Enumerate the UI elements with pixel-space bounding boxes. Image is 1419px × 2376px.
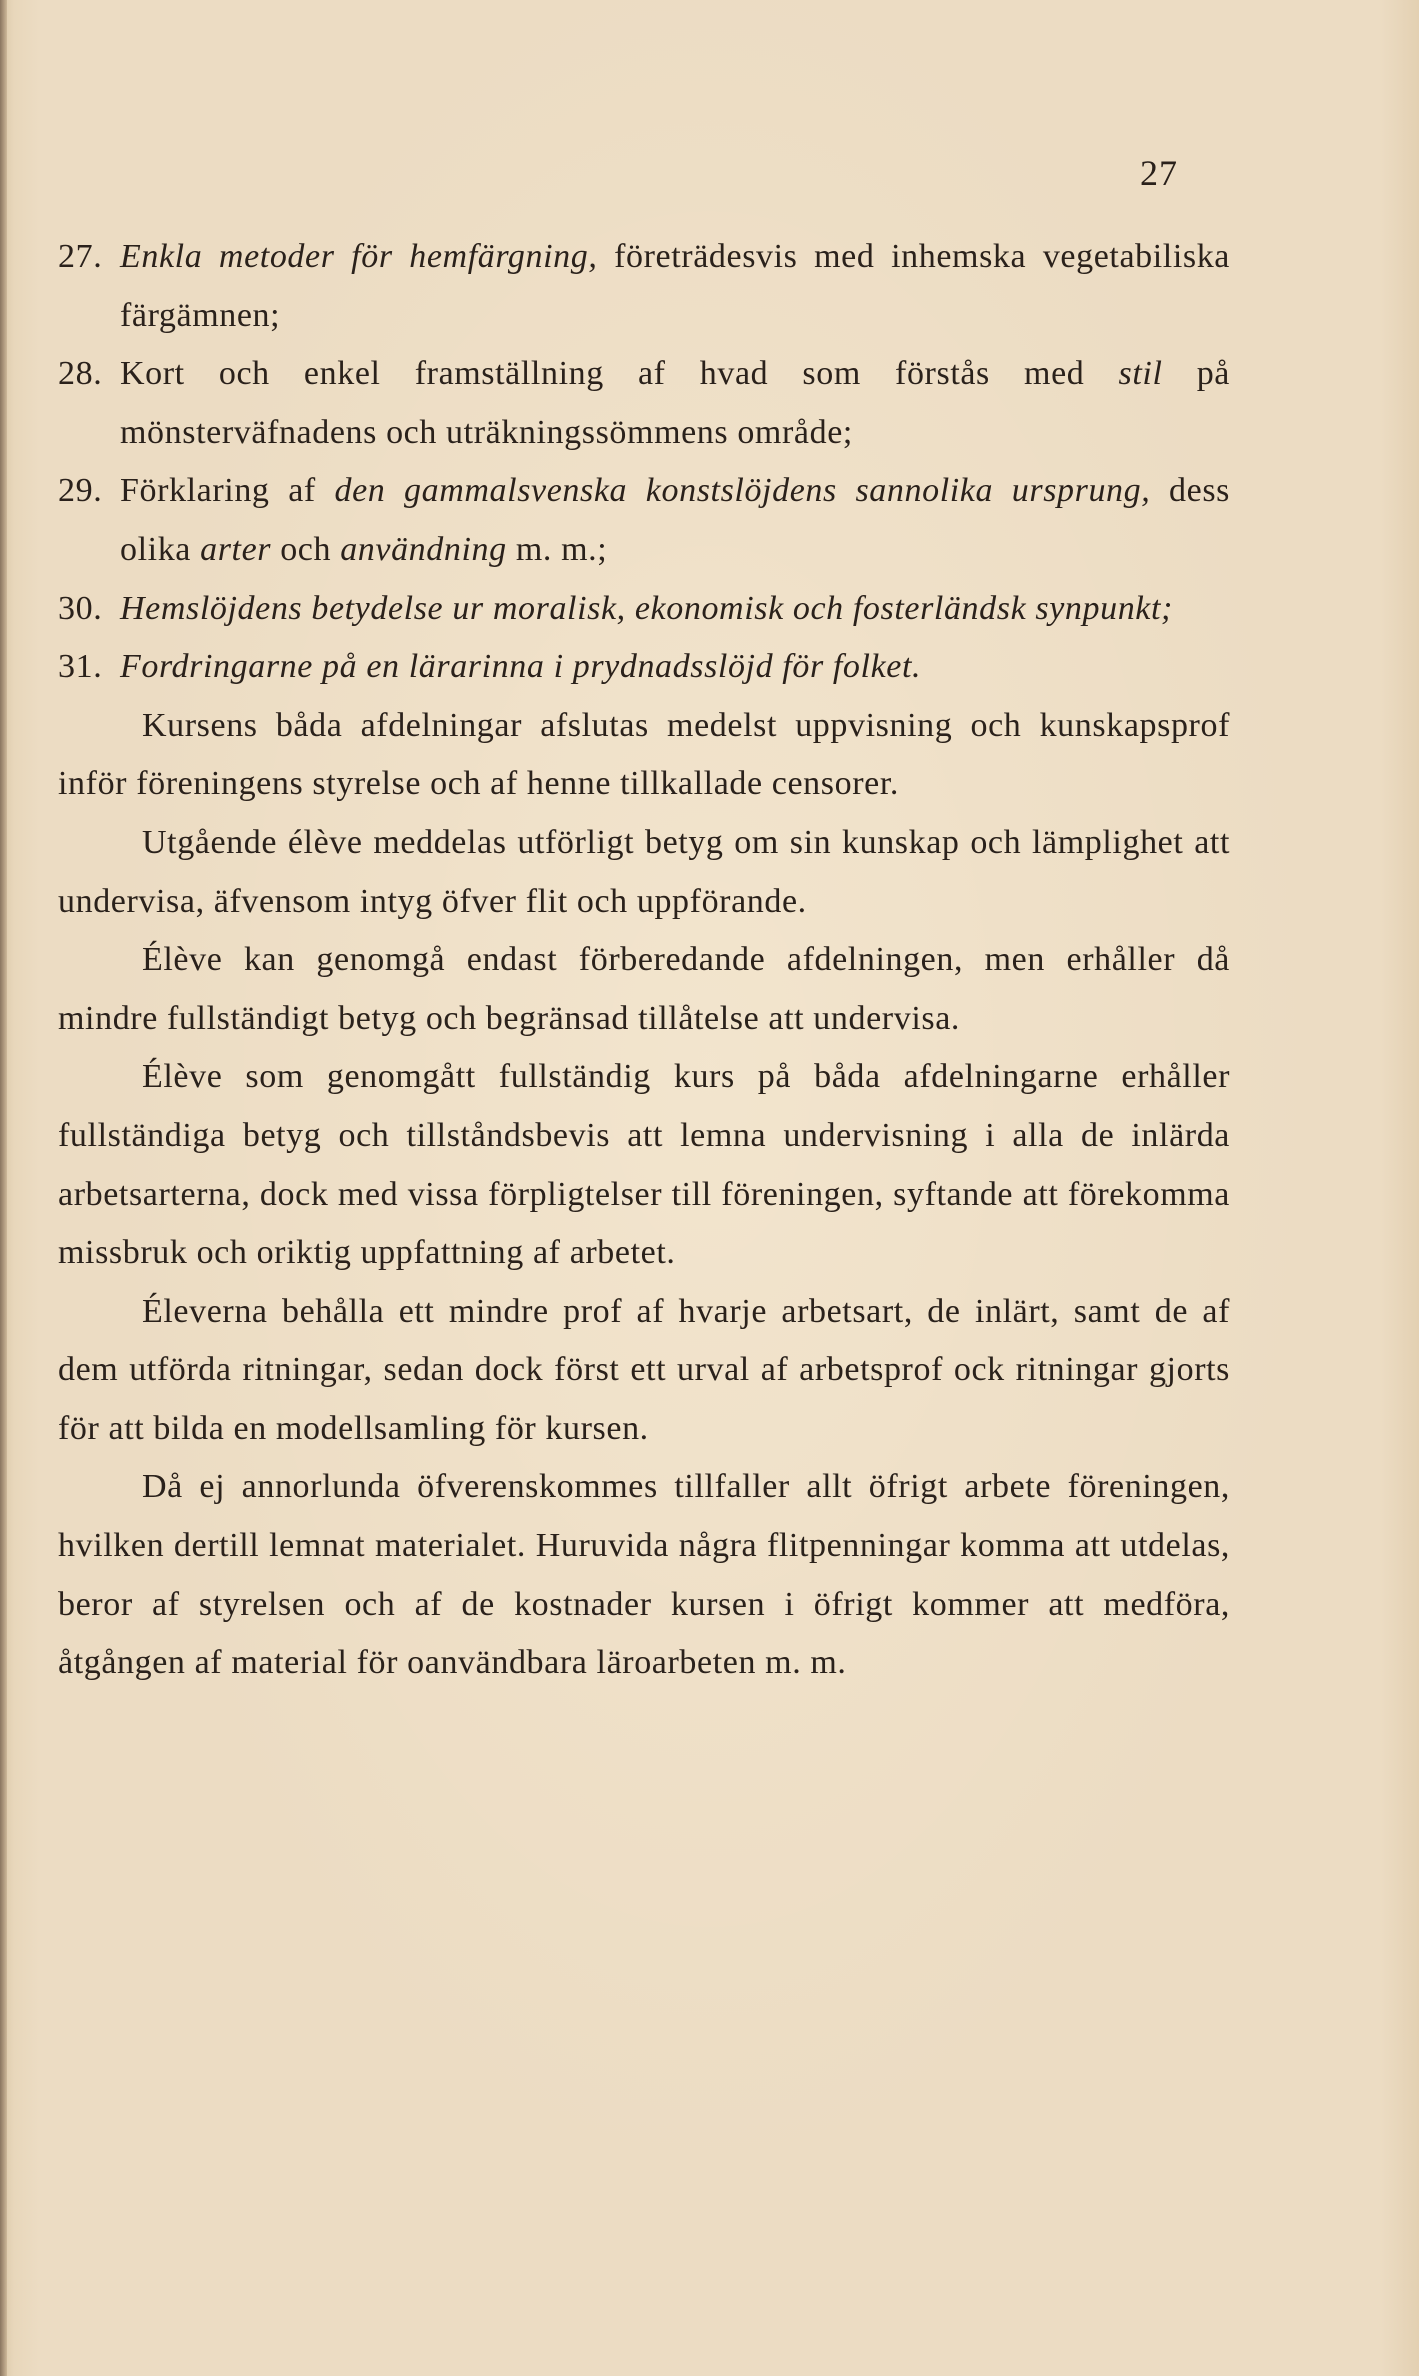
page-number: 27 — [1140, 153, 1178, 193]
paragraph: Élève kan genomgå endast förberedande afdelningen, men erhåller då mindre fullständigt betyg och begränsad tillåtelse att undervisa. — [58, 941, 1230, 1037]
item-emphasis: stil — [1118, 355, 1163, 393]
list-item — [58, 345, 1230, 462]
item-text: Kort och enkel framställning af hvad som förstås med — [120, 355, 1119, 393]
item-text: Förklaring af — [120, 472, 335, 510]
paragraph: Kursens båda afdelningar afslutas medelst uppvisning och kunskapsprof inför föreningens styrelse och af henne tillkallade censorer. — [58, 706, 1230, 803]
item-emphasis: Hemslöjdens betydelse ur moralisk, ekonomisk och fosterländsk synpunkt; — [120, 589, 1173, 627]
page-body — [58, 228, 1230, 1693]
item-text: företrädesvis med inhemska vegetabiliska färgämnen; — [120, 238, 1230, 334]
item-emphasis: den gammalsvenska konstslöjdens sannolika ursprung, — [334, 472, 1151, 510]
list-item — [58, 462, 1230, 579]
item-emphasis: Fordringarne på en lärarinna i prydnadsslöjd för folket. — [120, 648, 922, 686]
item-emphasis: Enkla metoder för hemfärgning, — [120, 238, 598, 275]
item-number: 29. — [58, 472, 103, 510]
item-number: 27. — [58, 238, 103, 275]
list-item — [58, 580, 1230, 639]
paragraph: Élève som genomgått fullständig kurs på båda afdelningarne erhåller fullständiga betyg och tillståndsbevis att lemna undervisning i alla de inlärda arbetsarterna, dock med vissa förpligtelser till föreningen, syftande att förekomma missbruk och oriktig uppfattning af arbetet. — [58, 1058, 1230, 1272]
item-emphasis: arter — [200, 530, 272, 568]
item-text: och — [271, 530, 341, 568]
item-number: 28. — [58, 355, 103, 393]
paragraph: Utgående élève meddelas utförligt betyg om sin kunskap och lämplighet att undervisa, äfvensom intyg öfver flit och uppförande. — [58, 823, 1230, 920]
item-number: 31. — [58, 648, 103, 686]
item-text: på mönsterväfnadens och uträkningssömmens område; — [120, 355, 1230, 451]
item-text: dess olika — [120, 472, 1230, 568]
paragraph: Éleverna behålla ett mindre prof af hvarje arbetsart, de inlärt, samt de af dem utförda ritningar, sedan dock först ett urval af arbetsprof ock ritningar gjorts för att bilda en modellsamling för kursen. — [58, 1292, 1230, 1447]
page-edge-shadow — [0, 0, 7, 2376]
paragraph: Då ej annorlunda öfverenskommes tillfaller allt öfrigt arbete föreningen, hvilken dertill lemnat materialet. Huruvida några flitpenningar komma att utdelas, beror af styrelsen och af de kostnader kursen i öfrigt kommer att medföra, åtgången af material för oanvändbara läroarbeten m. m. — [58, 1468, 1230, 1682]
list-item — [58, 638, 1230, 697]
list-item — [58, 228, 1230, 345]
item-emphasis: användning — [340, 530, 507, 568]
item-text: m. m.; — [506, 530, 608, 568]
item-number: 30. — [58, 589, 103, 627]
